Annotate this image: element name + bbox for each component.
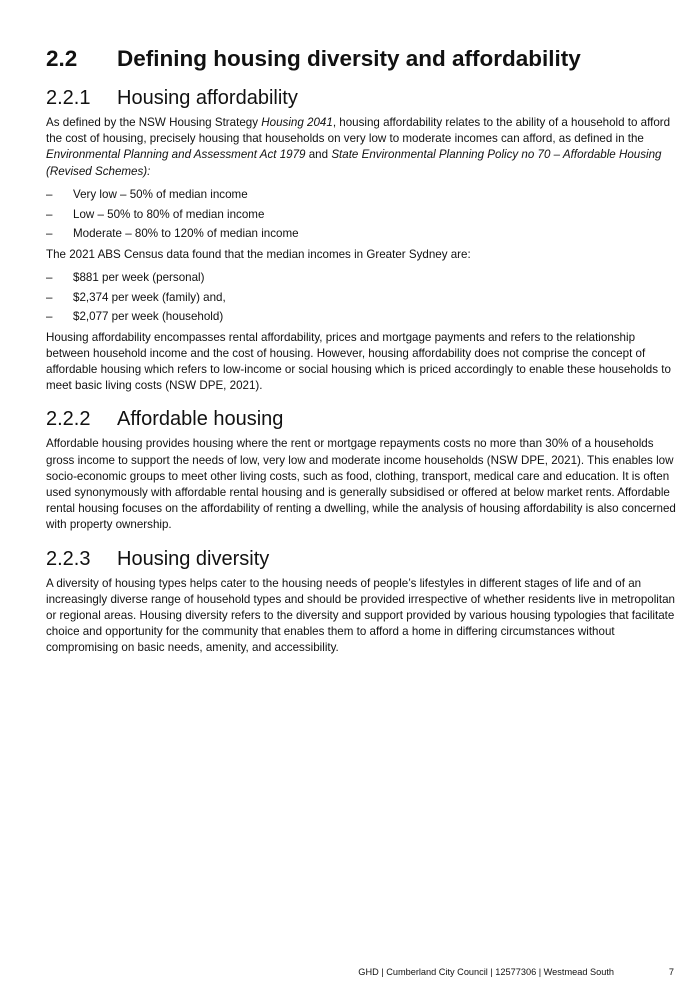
document-page bbox=[46, 42, 676, 657]
list-item: – $881 per week (personal) bbox=[46, 270, 205, 284]
section-title: Defining housing diversity and affordability bbox=[117, 46, 581, 71]
section-heading bbox=[46, 42, 676, 76]
subsection-heading-2-2-1 bbox=[46, 83, 676, 113]
paragraph-housing-diversity: A diversity of housing types helps cater to the housing needs of people’s lifestyles in different stages of life and of an increasingly diverse range of household types and should be provided irrespective of whether residents live in metropolitan or regional areas. Housing diversity refers to the diversity and support provided by various housing typologies that facilitate choice and opportunity for the community that enables them to afford a home in differing circumstances without compromising on basic needs, amenity, and accessibility. bbox=[46, 576, 676, 655]
section-number: 2.2 bbox=[46, 46, 78, 71]
list-item: – Very low – 50% of median income bbox=[46, 187, 248, 201]
list-item: – Low – 50% to 80% of median income bbox=[46, 207, 265, 221]
footer-text: GHD | Cumberland City Council | 12577306 | Westmead South bbox=[358, 967, 614, 977]
list-item: – $2,077 per week (household) bbox=[46, 310, 224, 324]
paragraph-census: The 2021 ABS Census data found that the median incomes in Greater Sydney are: bbox=[46, 247, 471, 261]
subsection-heading-2-2-2 bbox=[46, 404, 676, 434]
paragraph-affordability-scope: Housing affordability encompasses rental affordability, prices and mortgage payments and refers to the relationship between household income and the cost of housing. However, housing affordability does not comprise the concept of affordable housing which refers to low-income or social housing which is priced accordingly to enable these households to meet basic living costs (NSW DPE, 2021). bbox=[46, 330, 671, 393]
list-item: – $2,374 per week (family) and, bbox=[46, 290, 226, 304]
paragraph-affordability-definition: As defined by the NSW Housing Strategy Housing 2041, housing affordability relates to the ability of a household to afford the cost of housing, precisely housing that households on very low to moderate incomes can afford, as defined in the Environmental Planning and Assessment Act 1979 and State Environmental Planning Policy no 70 – Affordable Housing (Revised Schemes): bbox=[46, 116, 671, 178]
paragraph-affordable-housing: Affordable housing provides housing where the rent or mortgage repayments costs no more than 30% of a households gross income to support the needs of low, very low and moderate income households (NSW DPE, 2021). This enables low socio-economic groups to meet other living costs, such as food, clothing, transport, medical care and education. It is often used synonymously with affordable rental housing and is generally subsidised or offered at below market rents. Affordable rental housing focuses on the affordability of renting a dwelling, while the analysis of housing affordability is also concerned with property ownership. bbox=[46, 437, 676, 532]
page-number: 7 bbox=[668, 967, 674, 977]
income-bands-list bbox=[46, 187, 676, 243]
subsection-heading-2-2-3 bbox=[46, 544, 676, 574]
subsection-title: Housing affordability bbox=[117, 87, 298, 109]
subsection-number: 2.2.2 bbox=[46, 408, 91, 431]
list-item: – Moderate – 80% to 120% of median income bbox=[46, 227, 299, 241]
median-incomes-list bbox=[46, 270, 676, 326]
subsection-title: Housing diversity bbox=[117, 547, 270, 570]
subsection-number: 2.2.1 bbox=[46, 87, 91, 109]
subsection-title: Affordable housing bbox=[117, 408, 284, 431]
subsection-number: 2.2.3 bbox=[46, 547, 91, 570]
